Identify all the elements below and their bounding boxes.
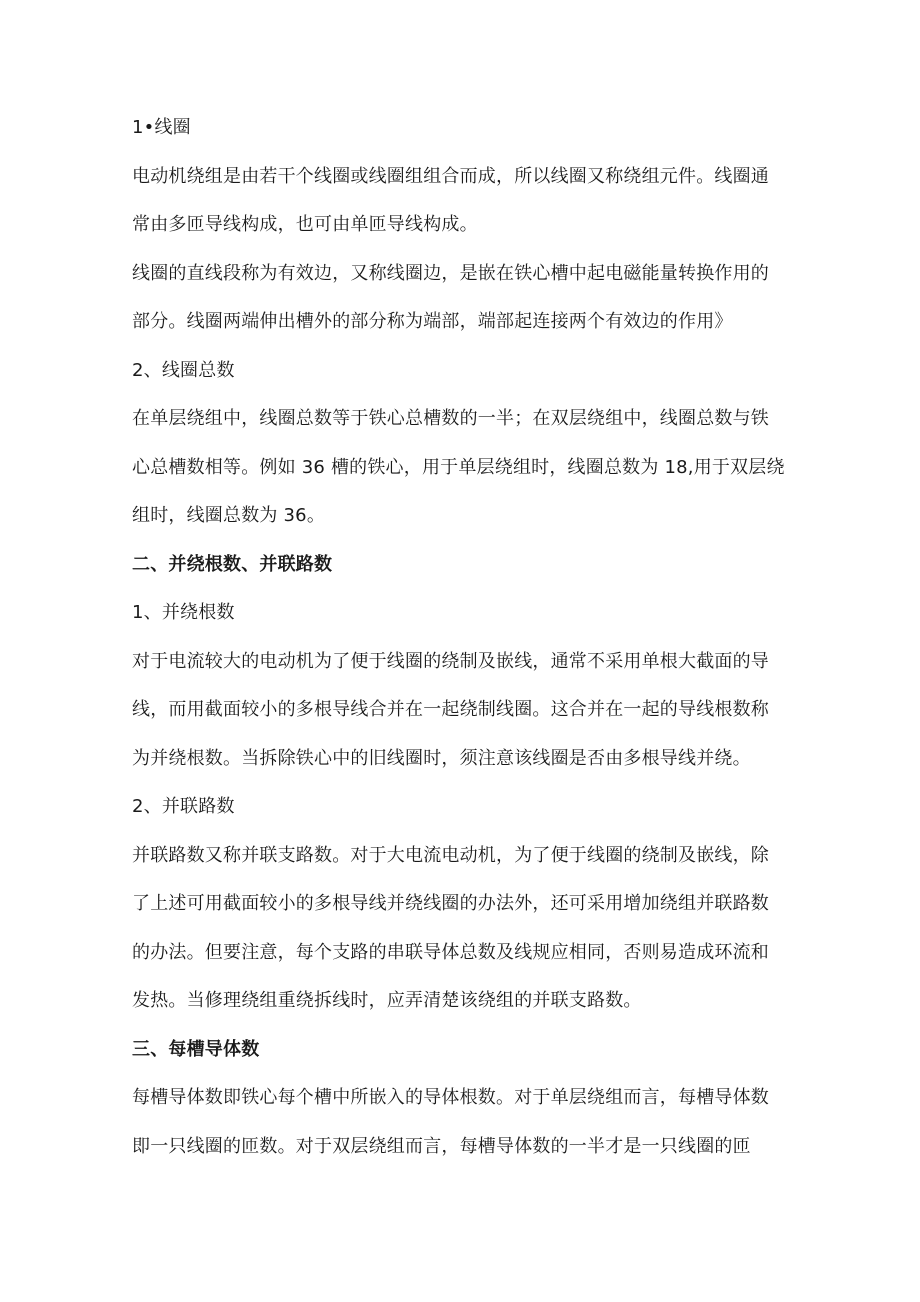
text-line-16: 并联路数又称并联支路数。对于大电流电动机，为了便于线圈的绕制及嵌线，除 [132, 844, 769, 866]
text-line-4: 线圈的直线段称为有效边，又称线圈边，是嵌在铁心槽中起电磁能量转换作用的 [132, 262, 769, 284]
text-line-3: 常由多匝导线构成，也可由单匝导线构成。 [132, 214, 478, 235]
subheading-coil-total: 2、线圈总数 [132, 359, 235, 381]
text-line-8: 心总槽数相等。例如 36 槽的铁心，用于单层绕组时，线圈总数为 18,用于双层绕 [132, 456, 785, 478]
text-line-2: 电动机绕组是由若干个线圈或线圈组组合而成，所以线圈又称绕组元件。线圈通 [132, 165, 769, 187]
text-line-21: 每槽导体数即铁心每个槽中所嵌入的导体根数。对于单层绕组而言，每槽导体数 [132, 1087, 769, 1108]
text-line-22: 即一只线圈的匝数。对于双层绕组而言，每槽导体数的一半才是一只线圈的匝 [132, 1135, 751, 1157]
subheading-parallel-strands: 1、并绕根数 [132, 602, 235, 623]
text-line-17: 了上述可用截面较小的多根导线并绕线圈的办法外，还可采用增加绕组并联路数 [132, 893, 769, 914]
text-line-5: 部分。线圈两端伸出槽外的部分称为端部，端部起连接两个有效边的作用》 [132, 311, 733, 332]
text-line-14: 为并绕根数。当拆除铁心中的旧线圈时，须注意该线圈是否由多根导线并绕。 [132, 747, 751, 769]
text-line-19: 发热。当修理绕组重绕拆线时，应弄清楚该绕组的并联支路数。 [132, 990, 642, 1011]
text-line-9: 组时，线圈总数为 36。 [132, 505, 326, 526]
text-line-1: 1•线圈 [132, 117, 191, 138]
text-line-12: 对于电流较大的电动机为了便于线圈的绕制及嵌线，通常不采用单根大截面的导 [132, 650, 769, 672]
section-heading-2: 二、并绕根数、并联路数 [132, 553, 333, 575]
section-heading-3: 三、每槽导体数 [132, 1038, 260, 1060]
text-line-7: 在单层绕组中，线圈总数等于铁心总槽数的一半；在双层绕组中，线圈总数与铁 [132, 408, 769, 429]
text-line-13: 线，而用截面较小的多根导线合并在一起绕制线圈。这合并在一起的导线根数称 [132, 699, 769, 720]
text-line-18: 的办法。但要注意，每个支路的串联导体总数及线规应相同，否则易造成环流和 [132, 941, 769, 963]
subheading-parallel-paths: 2、并联路数 [132, 796, 235, 817]
